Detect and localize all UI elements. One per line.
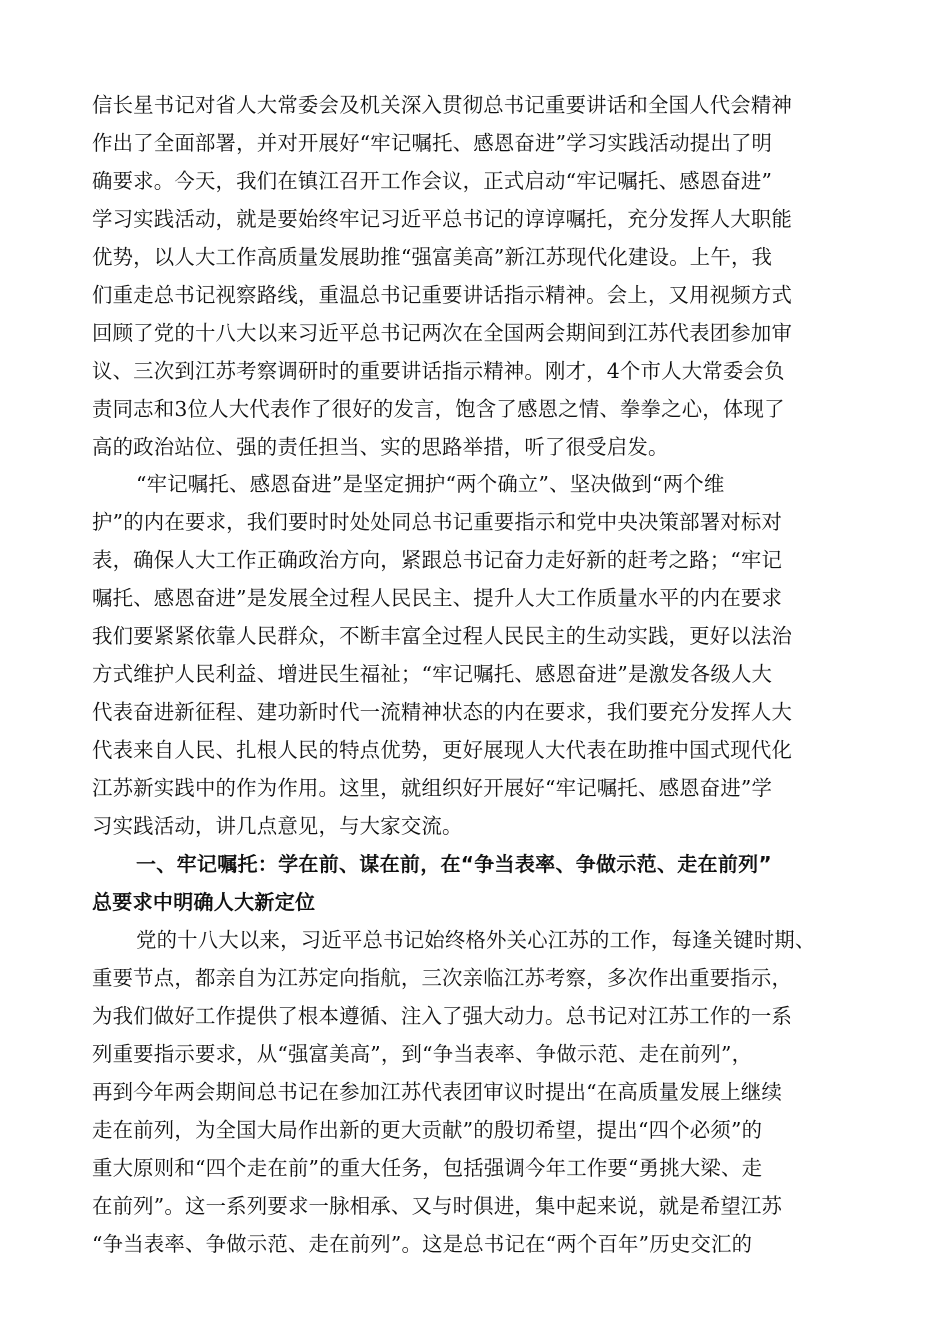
section-heading: 总要求中明确人大新定位 xyxy=(92,890,316,914)
paragraph-2-line: 嘱托、感恩奋进”是发展全过程人民民主、提升人大工作质量水平的内在要求 xyxy=(92,586,783,610)
paragraph-2-line: 我们要紧紧依靠人民群众，不断丰富全过程人民民主的生动实践，更好以法治 xyxy=(92,624,793,648)
paragraph-2-line: 习实践活动，讲几点意见，与大家交流。 xyxy=(92,814,463,838)
paragraph-2-line: 表，确保人大工作正确政治方向，紧跟总书记奋力走好新的赶考之路；“牢记 xyxy=(92,548,783,572)
paragraph-1-line: 议、三次到江苏考察调研时的重要讲话指示精神。刚才，4个市人大常委会负 xyxy=(92,359,785,383)
section-heading: 一、牢记嘱托：学在前、谋在前，在“争当表率、争做示范、走在前列” xyxy=(136,852,772,876)
paragraph-1-line: 确要求。今天，我们在镇江召开工作会议，正式启动“牢记嘱托、感恩奋进” xyxy=(92,169,773,193)
paragraph-1-line: 高的政治站位、强的责任担当、实的思路举措，听了很受启发。 xyxy=(92,435,669,459)
paragraph-3-line: 列重要指示要求，从“强富美高”，到“争当表率、争做示范、走在前列”， xyxy=(92,1042,753,1066)
paragraph-3-line: 重大原则和“四个走在前”的重大任务，包括强调今年工作要“勇挑大梁、走 xyxy=(92,1156,763,1180)
paragraph-2-line: 护”的内在要求，我们要时时处处同总书记重要指示和党中央决策部署对标对 xyxy=(92,510,783,534)
paragraph-3-line: “争当表率、争做示范、走在前列”。这是总书记在“两个百年”历史交汇的 xyxy=(92,1232,753,1256)
paragraph-2-line: 江苏新实践中的作为作用。这里，就组织好开展好“牢记嘱托、感恩奋进”学 xyxy=(92,776,773,800)
paragraph-3-line: 再到今年两会期间总书记在参加江苏代表团审议时提出“在高质量发展上继续 xyxy=(92,1080,783,1104)
paragraph-2-line: 方式维护人民利益、增进民生福祉；“牢记嘱托、感恩奋进”是激发各级人大 xyxy=(92,662,773,686)
paragraph-1-line: 回顾了党的十八大以来习近平总书记两次在全国两会期间到江苏代表团参加审 xyxy=(92,321,793,345)
paragraph-3-line: 为我们做好工作提供了根本遵循、注入了强大动力。总书记对江苏工作的一系 xyxy=(92,1004,793,1028)
paragraph-2-line: 代表奋进新征程、建功新时代一流精神状态的内在要求，我们要充分发挥人大 xyxy=(92,700,793,724)
paragraph-1-line: 责同志和3位人大代表作了很好的发言，饱含了感恩之情、拳拳之心，体现了 xyxy=(92,397,785,421)
paragraph-3-line: 党的十八大以来，习近平总书记始终格外关心江苏的工作，每逢关键时期、 xyxy=(136,928,816,952)
paragraph-1-line: 学习实践活动，就是要始终牢记习近平总书记的谆谆嘱托，充分发挥人大职能 xyxy=(92,207,793,231)
paragraph-3-line: 走在前列，为全国大局作出新的更大贡献”的殷切希望，提出“四个必须”的 xyxy=(92,1118,763,1142)
paragraph-2-line: 代表来自人民、扎根人民的特点优势，更好展现人大代表在助推中国式现代化 xyxy=(92,738,793,762)
paragraph-1-line: 们重走总书记视察路线，重温总书记重要讲话指示精神。会上，又用视频方式 xyxy=(92,283,793,307)
paragraph-1-line: 作出了全面部署，并对开展好“牢记嘱托、感恩奋进”学习实践活动提出了明 xyxy=(92,131,773,155)
paragraph-3-line: 在前列”。这一系列要求一脉相承、又与时俱进，集中起来说，就是希望江苏 xyxy=(92,1194,783,1218)
paragraph-1-line: 优势，以人大工作高质量发展助推“强富美高”新江苏现代化建设。上午，我 xyxy=(92,245,773,269)
paragraph-3-line: 重要节点，都亲自为江苏定向指航，三次亲临江苏考察，多次作出重要指示， xyxy=(92,966,793,990)
paragraph-2-line: “牢记嘱托、感恩奋进”是坚定拥护“两个确立”、坚决做到“两个维 xyxy=(136,472,725,496)
paragraph-1-line: 信长星书记对省人大常委会及机关深入贯彻总书记重要讲话和全国人代会精神 xyxy=(92,93,793,117)
